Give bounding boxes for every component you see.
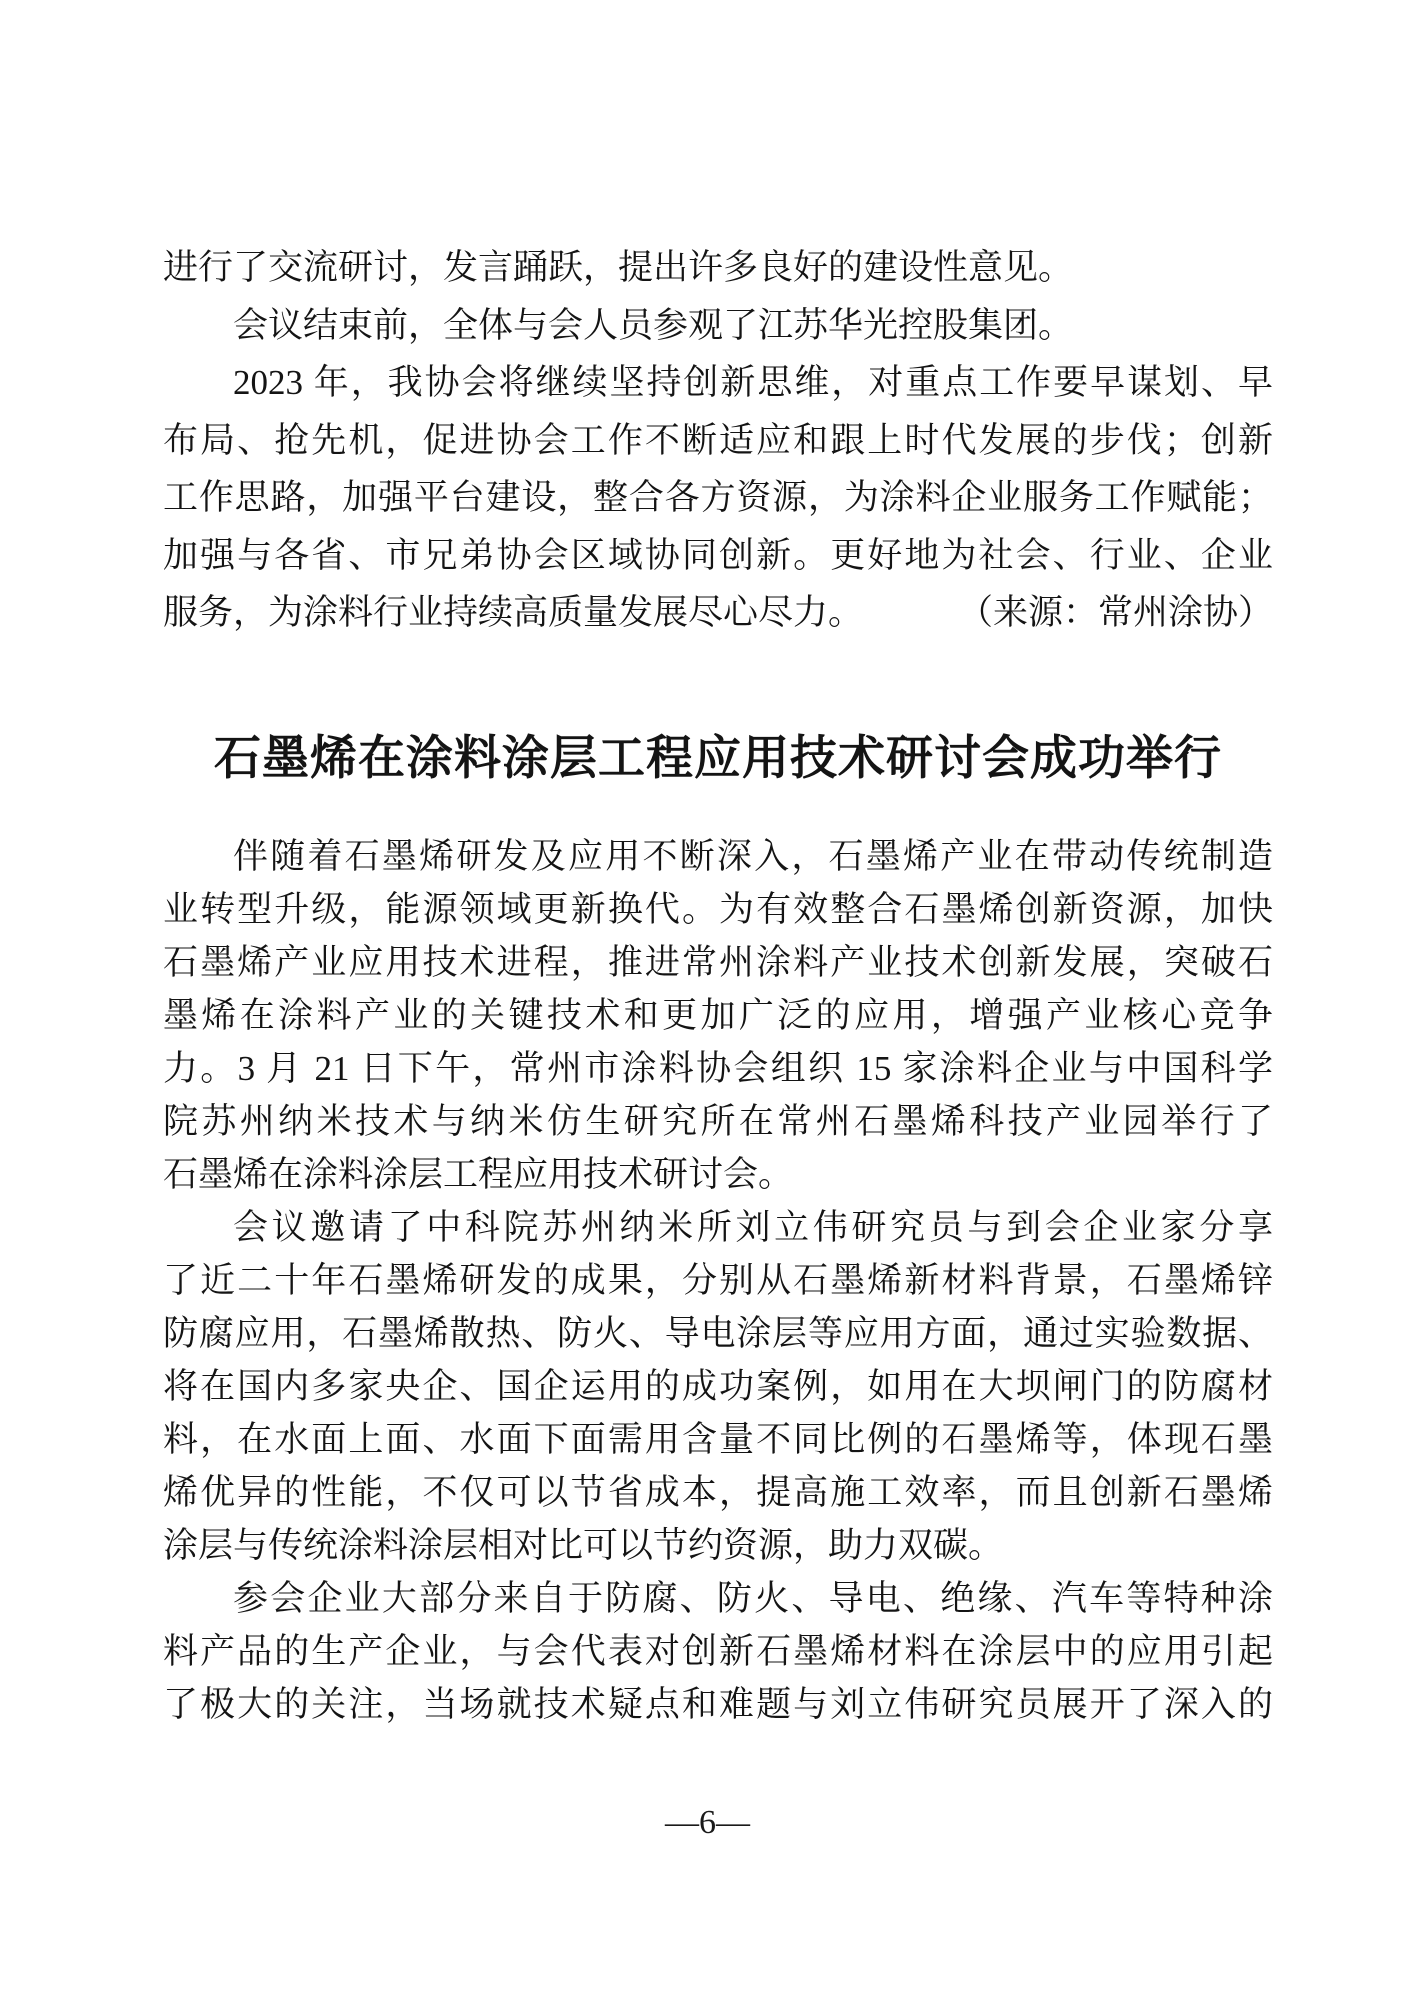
text-line: 了极大的关注，当场就技术疑点和难题与刘立伟研究员展开了深入的 bbox=[163, 1684, 1273, 1724]
page-number: —6— bbox=[665, 1804, 750, 1841]
text-line: 参会企业大部分来自于防腐、防火、导电、绝缘、汽车等特种涂 bbox=[233, 1578, 1273, 1618]
text-line-with-source bbox=[163, 584, 1273, 642]
text-line: 布局、抢先机，促进协会工作不断适应和跟上时代发展的步伐；创新 bbox=[163, 420, 1273, 460]
source-attribution: （来源：常州涂协） bbox=[957, 593, 1273, 632]
text-line: 加强与各省、市兄弟协会区域协同创新。更好地为社会、行业、企业 bbox=[163, 535, 1273, 575]
text-line: 会议结束前，全体与会人员参观了江苏华光控股集团。 bbox=[233, 305, 1074, 345]
text-line: 石墨烯在涂料涂层工程应用技术研讨会。 bbox=[163, 1154, 794, 1194]
article-body bbox=[163, 830, 1273, 1731]
text-line: 力。3 月 21 日下午，常州市涂料协会组织 15 家涂料企业与中国科学 bbox=[163, 1048, 1273, 1088]
text-line: 进行了交流研讨，发言踊跃，提出许多良好的建设性意见。 bbox=[163, 248, 1074, 287]
text-line: 墨烯在涂料产业的关键技术和更加广泛的应用，增强产业核心竞争 bbox=[163, 995, 1273, 1035]
previous-article-tail bbox=[163, 239, 1273, 642]
text-line: 石墨烯产业应用技术进程，推进常州涂料产业技术创新发展，突破石 bbox=[163, 942, 1273, 982]
article-title: 石墨烯在涂料涂层工程应用技术研讨会成功举行 bbox=[214, 732, 1222, 785]
text-line: 工作思路，加强平台建设，整合各方资源，为涂料企业服务工作赋能； bbox=[163, 478, 1273, 517]
text-line: 料产品的生产企业，与会代表对创新石墨烯材料在涂层中的应用引起 bbox=[163, 1631, 1273, 1671]
text-line: 涂层与传统涂料涂层相对比可以节约资源，助力双碳。 bbox=[163, 1525, 1004, 1565]
paragraph-2 bbox=[163, 1201, 1273, 1572]
text-line: 业转型升级，能源领域更新换代。为有效整合石墨烯创新资源，加快 bbox=[163, 889, 1273, 929]
page-body bbox=[163, 239, 1273, 1731]
paragraph-1 bbox=[163, 830, 1273, 1201]
text-line: 院苏州纳米技术与纳米仿生研究所在常州石墨烯科技产业园举行了 bbox=[163, 1101, 1273, 1141]
text-line: 了近二十年石墨烯研发的成果，分别从石墨烯新材料背景，石墨烯锌 bbox=[163, 1260, 1273, 1300]
paragraph-3 bbox=[163, 1572, 1273, 1731]
text-line: 2023 年，我协会将继续坚持创新思维，对重点工作要早谋划、早 bbox=[233, 363, 1273, 402]
text-line: 伴随着石墨烯研发及应用不断深入，石墨烯产业在带动传统制造 bbox=[233, 836, 1273, 876]
text-line: 防腐应用，石墨烯散热、防火、导电涂层等应用方面，通过实验数据、 bbox=[163, 1313, 1273, 1353]
text-line: 会议邀请了中科院苏州纳米所刘立伟研究员与到会企业家分享 bbox=[233, 1207, 1273, 1247]
text-line: 将在国内多家央企、国企运用的成功案例，如用在大坝闸门的防腐材 bbox=[163, 1366, 1273, 1406]
text-line: 烯优异的性能，不仅可以节省成本，提高施工效率，而且创新石墨烯 bbox=[163, 1472, 1273, 1512]
closing-sentence: 服务，为涂料行业持续高质量发展尽心尽力。 bbox=[163, 593, 864, 632]
text-line: 料，在水面上面、水面下面需用含量不同比例的石墨烯等，体现石墨 bbox=[163, 1419, 1273, 1459]
